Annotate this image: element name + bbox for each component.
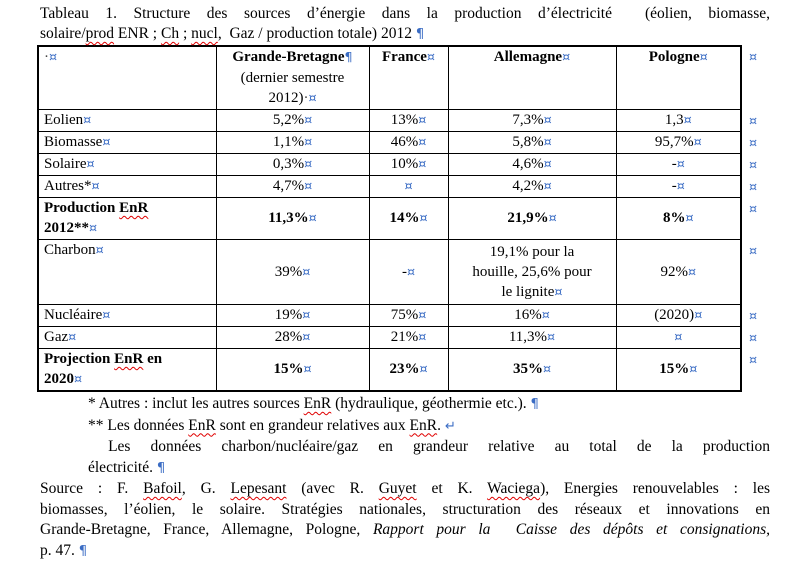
value-cell[interactable]: [616, 132, 741, 154]
formatting-mark: ¤: [694, 308, 703, 323]
text-run: 35%: [512, 361, 543, 377]
value-cell[interactable]: [216, 110, 369, 132]
text-run: Grande-Bretagne: [232, 49, 345, 65]
text-run: Charbon: [44, 242, 96, 258]
value-cell[interactable]: [369, 198, 448, 240]
formatting-mark: ¤: [699, 50, 708, 65]
text-run: 4,2%: [512, 178, 544, 194]
row-end-mark: [741, 349, 767, 392]
text-run: 21%: [390, 329, 419, 345]
misspelled-word: EnR: [119, 200, 149, 216]
text-run: Grande-Bretagne, France, Allemagne, Pologne,: [40, 521, 373, 538]
text-run: 15%: [659, 361, 690, 377]
value-cell[interactable]: [369, 176, 448, 198]
text-run: Allemagne: [493, 49, 563, 65]
formatting-mark: ¤: [418, 113, 427, 128]
text-run: (avec R.: [286, 480, 379, 497]
formatting-mark: ¶: [78, 543, 88, 559]
text-run: 5,2%: [272, 112, 305, 128]
row-label-cell[interactable]: [38, 176, 216, 198]
text-run: 19,1% pour la: [489, 243, 575, 260]
value-cell[interactable]: [369, 305, 448, 327]
misspelled-word: EnR: [188, 416, 216, 434]
formatting-mark: ¤: [419, 362, 428, 377]
formatting-mark: ¤: [418, 135, 427, 150]
justified-line: [40, 500, 770, 521]
misspelled-word: Bafoil: [143, 480, 182, 497]
value-cell[interactable]: [616, 305, 741, 327]
text-run: 95,7%: [654, 134, 694, 150]
formatting-mark: ¤: [749, 50, 758, 65]
formatting-mark: ¤: [418, 157, 427, 172]
text-run: 1,3: [664, 112, 684, 128]
row-label-cell[interactable]: [38, 198, 216, 240]
footnotes-and-source: [40, 394, 770, 562]
value-cell[interactable]: [216, 176, 369, 198]
text-run: 16%: [514, 307, 542, 323]
formatting-mark: ¶: [156, 460, 166, 476]
value-cell[interactable]: [448, 154, 616, 176]
text-run: 2020: [44, 371, 74, 387]
value-cell[interactable]: [216, 198, 369, 240]
formatting-mark: ¤: [543, 113, 552, 128]
row-end-mark: [741, 305, 767, 327]
misspelled-word: Ch: [160, 25, 180, 42]
value-cell[interactable]: [216, 349, 369, 392]
energy-sources-table: [37, 45, 768, 392]
text-run: 0,3%: [272, 156, 305, 172]
text-run: 7,3%: [512, 112, 544, 128]
formatting-mark: ¶: [344, 50, 353, 65]
text-run: (2020): [654, 307, 695, 323]
row-end-mark: [741, 132, 767, 154]
text-run: 10%: [390, 156, 419, 172]
formatting-mark: ¤: [548, 211, 557, 226]
text-run: 39%: [274, 263, 303, 280]
text-run: * Autres : inclut les autres sources: [88, 395, 304, 412]
text-run: 23%: [389, 361, 420, 377]
formatting-mark: ¤: [687, 264, 697, 280]
formatting-mark: ¤: [49, 50, 58, 65]
value-cell[interactable]: [616, 110, 741, 132]
text-run: -: [671, 156, 677, 172]
row-end-mark: [741, 327, 767, 349]
text-run: Rapport pour la Caisse des dépôts et consignations,: [372, 521, 770, 538]
text-run: 8%: [662, 210, 686, 226]
text-run: Pologne: [648, 49, 700, 65]
text-run: Biomasse: [44, 134, 103, 150]
formatting-mark: ¤: [749, 135, 758, 151]
value-cell[interactable]: [448, 240, 616, 305]
text-run: ·: [303, 90, 309, 106]
table-caption[interactable]: [40, 4, 770, 45]
formatting-mark: ¤: [308, 211, 317, 226]
value-cell[interactable]: [369, 327, 448, 349]
row-end-mark: [741, 154, 767, 176]
formatting-mark: ¤: [304, 135, 313, 150]
justified-line: [40, 520, 770, 541]
misspelled-word: nucl: [191, 25, 218, 42]
header-cell[interactable]: [448, 46, 616, 110]
text-run: Source : F.: [40, 480, 144, 497]
value-cell[interactable]: [448, 327, 616, 349]
footnote-1[interactable]: [40, 394, 770, 416]
value-cell[interactable]: [616, 327, 741, 349]
formatting-mark: ¤: [683, 113, 692, 128]
formatting-mark: ¤: [89, 221, 98, 236]
formatting-mark: ¶: [530, 397, 539, 412]
formatting-mark: ¶: [415, 27, 425, 42]
text-run: 19%: [274, 307, 303, 323]
text-run: sont en grandeur relatives aux: [215, 416, 410, 434]
text-run: 4,6%: [512, 156, 544, 172]
formatting-mark: ¤: [419, 211, 428, 226]
formatting-mark: ¤: [674, 330, 683, 345]
formatting-mark: ¤: [95, 243, 104, 258]
value-cell[interactable]: [369, 132, 448, 154]
text-run: 92%: [660, 263, 688, 280]
formatting-mark: ¤: [543, 179, 552, 194]
text-run: , Gaz / production totale) 2012: [217, 25, 416, 42]
formatting-mark: ¤: [676, 157, 685, 172]
formatting-mark: ¤: [83, 113, 92, 128]
formatting-mark: ¤: [543, 157, 552, 172]
formatting-mark: ¤: [749, 330, 758, 346]
formatting-mark: ¤: [676, 179, 685, 194]
footnote-2[interactable]: [40, 416, 770, 438]
text-run: .: [437, 416, 445, 434]
misspelled-word: prod: [85, 25, 115, 42]
text-run: biomasses, l’éolien, le solaire. Stratégies nationales, structuration des réseaux et innovations en: [40, 500, 770, 518]
value-cell[interactable]: [616, 176, 741, 198]
misspelled-word: EnR: [409, 416, 438, 434]
text-run: Gaz: [44, 329, 69, 345]
row-label-cell[interactable]: [38, 349, 216, 392]
text-run: -: [401, 263, 407, 280]
formatting-mark: ¤: [302, 308, 311, 323]
text-run: (hydraulique, géothermie etc.).: [331, 395, 531, 412]
value-cell[interactable]: [369, 240, 448, 305]
text-run: Les données charbon/nucléaire/gaz en grandeur relative au total de la production: [88, 438, 770, 455]
value-cell[interactable]: [216, 305, 369, 327]
value-cell[interactable]: [616, 349, 741, 392]
text-run: 4,7%: [272, 178, 305, 194]
formatting-mark: ¤: [749, 243, 758, 259]
formatting-mark: ¤: [74, 372, 83, 387]
formatting-mark: ¤: [749, 113, 758, 129]
text-run: ;: [179, 25, 192, 42]
energy-table-container: [40, 45, 770, 392]
text-run: ENR ;: [114, 25, 161, 42]
text-run: 14%: [389, 210, 420, 226]
row-end-mark: [741, 240, 767, 305]
value-cell[interactable]: [616, 240, 741, 305]
header-cell[interactable]: [216, 46, 369, 110]
justified-line: [40, 4, 770, 24]
value-cell[interactable]: [616, 198, 741, 240]
text-run: 75%: [390, 307, 419, 323]
formatting-mark: ¤: [749, 157, 758, 173]
text-run: ·: [44, 49, 49, 65]
text-run: 2012): [268, 90, 304, 106]
misspelled-word: Guyet: [378, 480, 417, 497]
value-cell[interactable]: [448, 110, 616, 132]
text-run: solaire/: [40, 25, 86, 42]
row-label-cell[interactable]: [38, 305, 216, 327]
header-cell[interactable]: [616, 46, 741, 110]
value-cell[interactable]: [616, 154, 741, 176]
text-run: 2012**: [44, 220, 89, 236]
formatting-mark: ¤: [426, 50, 436, 65]
text-run: 5,8%: [512, 134, 544, 150]
formatting-mark: ¤: [418, 330, 427, 345]
text-run: ** Les données: [88, 416, 189, 434]
formatting-mark: ¤: [86, 157, 95, 172]
formatting-mark: ¤: [102, 135, 111, 150]
formatting-mark: ¤: [406, 264, 416, 280]
text-run: Tableau 1. Structure des sources d’énergie dans la production d’électricité (éolien, biomasse,: [40, 5, 770, 22]
formatting-mark: ↵: [444, 418, 456, 434]
formatting-mark: ¤: [693, 135, 702, 150]
formatting-mark: ¤: [304, 179, 313, 194]
text-run: Solaire: [44, 156, 87, 172]
value-cell[interactable]: [448, 132, 616, 154]
text-run: -: [671, 178, 677, 194]
text-run: 1,1%: [272, 134, 305, 150]
value-cell[interactable]: [369, 349, 448, 392]
value-cell[interactable]: [448, 176, 616, 198]
text-run: Eolien: [44, 112, 84, 128]
text-run: en: [143, 351, 166, 367]
text-run: Nucléaire: [44, 307, 103, 323]
text-run: Production: [44, 200, 120, 216]
row-label-cell[interactable]: [38, 240, 216, 305]
row-label-cell[interactable]: [38, 327, 216, 349]
header-cell[interactable]: [369, 46, 448, 110]
formatting-mark: ¤: [547, 330, 556, 345]
text-run: 21,9%: [507, 210, 549, 226]
formatting-mark: ¤: [308, 91, 317, 106]
text-run: p. 47.: [40, 541, 79, 559]
header-cell-empty[interactable]: [38, 46, 216, 110]
row-label-cell[interactable]: [38, 110, 216, 132]
formatting-mark: ¤: [562, 50, 571, 65]
text-run: 11,3%: [508, 329, 548, 345]
misspelled-word: Waciega: [487, 480, 541, 497]
value-cell[interactable]: [216, 132, 369, 154]
misspelled-word: EnR: [114, 351, 144, 367]
text-run: et K.: [416, 480, 488, 497]
formatting-mark: ¤: [404, 179, 413, 194]
formatting-mark: ¤: [302, 264, 311, 280]
misspelled-word: Lepesant: [230, 480, 287, 497]
formatting-mark: ¤: [554, 284, 563, 300]
text-run: 46%: [390, 134, 419, 150]
text-run: ), Energies renouvelables : les: [540, 480, 770, 497]
row-label-cell[interactable]: [38, 132, 216, 154]
formatting-mark: ¤: [685, 211, 694, 226]
formatting-mark: ¤: [749, 352, 758, 368]
formatting-mark: ¤: [303, 362, 312, 377]
formatting-mark: ¤: [302, 330, 311, 345]
text-run: 11,3%: [268, 210, 309, 226]
row-end-mark: [741, 110, 767, 132]
formatting-mark: ¤: [91, 179, 100, 194]
text-run: France: [381, 49, 427, 65]
row-label-cell[interactable]: [38, 154, 216, 176]
value-cell[interactable]: [216, 240, 369, 305]
row-end-mark: [741, 198, 767, 240]
formatting-mark: ¤: [749, 179, 758, 195]
formatting-mark: ¤: [541, 308, 550, 323]
formatting-mark: ¤: [304, 157, 313, 172]
value-cell[interactable]: [448, 305, 616, 327]
footnote-3[interactable]: [40, 437, 770, 479]
value-cell[interactable]: [369, 154, 448, 176]
text-run: houille, 25,6% pour: [472, 263, 592, 280]
value-cell[interactable]: [448, 198, 616, 240]
formatting-mark: ¤: [542, 362, 552, 377]
justified-line: [88, 437, 770, 458]
text-run: Autres*: [44, 178, 92, 194]
text-run: 28%: [274, 329, 303, 345]
formatting-mark: ¤: [749, 201, 758, 217]
text-run: 15%: [273, 361, 304, 377]
value-cell[interactable]: [216, 154, 369, 176]
value-cell[interactable]: [369, 110, 448, 132]
value-cell[interactable]: [216, 327, 369, 349]
text-run: Projection: [44, 351, 115, 367]
justified-line: [40, 479, 770, 500]
text-run: , G.: [181, 480, 231, 497]
text-run: le lignite: [501, 283, 555, 300]
misspelled-word: EnR: [303, 395, 332, 412]
value-cell[interactable]: [448, 349, 616, 392]
formatting-mark: ¤: [749, 308, 758, 324]
formatting-mark: ¤: [102, 308, 111, 323]
source-paragraph[interactable]: [40, 479, 770, 562]
text-run: (dernier semestre: [240, 70, 345, 86]
formatting-mark: ¤: [689, 362, 698, 377]
formatting-mark: ¤: [418, 308, 427, 323]
row-end-mark: [741, 46, 767, 110]
formatting-mark: ¤: [543, 135, 552, 150]
formatting-mark: ¤: [68, 330, 77, 345]
formatting-mark: ¤: [304, 113, 313, 128]
text-run: électricité.: [88, 458, 157, 476]
text-run: 13%: [390, 112, 419, 128]
row-end-mark: [741, 176, 767, 198]
